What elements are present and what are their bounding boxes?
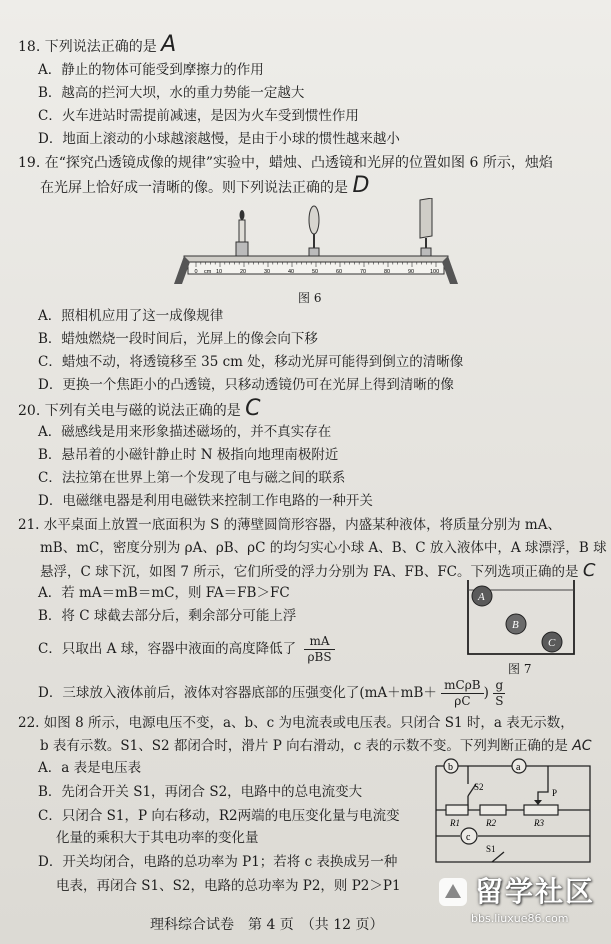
screen-holder xyxy=(421,248,431,256)
q19-option-a: A．照相机应用了这一成像规律 xyxy=(38,308,224,324)
q20-option-a: A．磁感线是用来形象描述磁场的，并不真实存在 xyxy=(38,424,332,440)
meter-a-label: a xyxy=(516,762,521,773)
ruler-label: 0 xyxy=(194,269,198,275)
ball-a-label: A xyxy=(478,591,485,603)
q22-stem-line2 xyxy=(40,735,592,757)
q21-option-d-denominator2: S xyxy=(495,694,504,708)
resistor-r1 xyxy=(446,805,468,815)
q21-text-line1: 水平桌面上放置一底面积为 S 的薄壁圆筒形容器，内盛某种液体，将质量分别为 mA、 xyxy=(43,517,561,533)
figure-6-optical-bench xyxy=(170,198,460,290)
q21-option-c-numerator: mA xyxy=(304,634,334,650)
q21-option-c xyxy=(38,634,335,665)
q21-option-a: A．若 mA＝mB＝mC，则 FA＝FB＞FC xyxy=(38,585,290,601)
q21-option-d-tail: ) xyxy=(483,685,489,701)
resistor-r3-label: R3 xyxy=(534,818,544,828)
ruler-label: 30 xyxy=(264,269,271,275)
site-watermark xyxy=(435,870,605,936)
q19-stem-line2 xyxy=(40,175,369,199)
q19-option-c: C．蜡烛不动，将透镜移至 35 cm 处，移动光屏可能得到倒立的清晰像 xyxy=(38,354,464,370)
candle xyxy=(239,220,245,242)
figure-7-caption: 图 7 xyxy=(508,662,532,676)
q21-stem xyxy=(18,514,561,536)
resistor-r3 xyxy=(524,805,558,815)
q22-stem xyxy=(18,712,574,734)
candle-flame xyxy=(240,210,245,220)
q18-stem xyxy=(18,34,176,58)
resistor-r2 xyxy=(480,805,506,815)
resistor-r2-label: R2 xyxy=(486,818,496,828)
q22-text-line1: 如图 8 所示，电源电压不变，a、b、c 为电流表或电压表。只闭合 S1 时，a 表无示数， xyxy=(43,715,574,731)
q20-handwritten-answer: C xyxy=(245,396,261,421)
figure-8-circuit xyxy=(428,756,598,874)
candle-holder xyxy=(236,242,248,256)
q20-text: 下列有关电与磁的说法正确的是 xyxy=(44,403,241,419)
q18-option-c: C．火车进站时需提前减速，是因为火车受到惯性作用 xyxy=(38,108,359,124)
q18-option-b: B．越高的拦河大坝，水的重力势能一定越大 xyxy=(38,85,305,101)
q19-option-b: B．蜡烛燃烧一段时间后，光屏上的像会向下移 xyxy=(38,331,318,347)
bench-top xyxy=(184,256,448,262)
q19-text-line2: 在光屏上恰好成一清晰的像。则下列说法正确的是 xyxy=(40,180,348,196)
q21-handwritten-answer: C xyxy=(582,560,596,581)
figure-7-container xyxy=(462,578,582,660)
q22-option-c-cont: 化量的乘积大于其电功率的变化量 xyxy=(56,830,259,846)
light-screen xyxy=(420,198,432,238)
q18-option-a: A．静止的物体可能受到摩擦力的作用 xyxy=(38,62,264,78)
q21-option-c-denominator: ρBS xyxy=(307,650,332,664)
q21-option-d-text: D．三球放入液体前后，液体对容器底部的压强变化了(mA＋mB＋ xyxy=(38,685,437,701)
switch-s1-label: S1 xyxy=(486,844,496,854)
ball-c-label: C xyxy=(548,637,556,649)
watermark-logo-icon xyxy=(435,874,471,910)
q21-number: 21. xyxy=(18,517,40,533)
q20-stem xyxy=(18,398,261,422)
q22-option-d: D．开关均闭合，电路的总功率为 P1；若将 c 表换成另一种 xyxy=(38,854,398,870)
resistor-r1-label: R1 xyxy=(450,818,460,828)
q19-option-d: D．更换一个焦距小的凸透镜，只移动透镜仍可在光屏上得到清晰的像 xyxy=(38,377,454,393)
q19-text-line1: 在“探究凸透镜成像的规律”实验中，蜡烛、凸透镜和光屏的位置如图 6 所示，烛焰 xyxy=(44,155,553,171)
slider-p-label: P xyxy=(552,788,558,798)
q22-option-a: A．a 表是电压表 xyxy=(38,760,142,776)
q22-option-c: C．只闭合 S1，P 向右移动，R2两端的电压变化量与电流变 xyxy=(38,808,400,824)
ruler-label: 90 xyxy=(408,269,415,275)
ruler-label: 80 xyxy=(384,269,391,275)
q19-number: 19. xyxy=(18,155,41,171)
ruler-label: 70 xyxy=(360,269,367,275)
switch-s2-label: S2 xyxy=(474,782,484,792)
meter-b-label: b xyxy=(448,762,453,773)
q22-number: 22. xyxy=(18,715,40,731)
q22-handwritten-answer: AC xyxy=(572,738,592,754)
q20-option-d: D．电磁继电器是利用电磁铁来控制工作电路的一种开关 xyxy=(38,493,373,509)
ruler-label: 20 xyxy=(240,269,247,275)
q22-option-b: B．先闭合开关 S1，再闭合 S2，电路中的总电流变大 xyxy=(38,784,363,800)
q21-option-d xyxy=(38,678,505,709)
ruler-label: 40 xyxy=(288,269,295,275)
watermark-url: bbs.liuxue86.com xyxy=(471,912,569,925)
slider-p-arrow xyxy=(534,800,542,805)
lens-holder xyxy=(309,248,319,256)
q19-handwritten-answer: D xyxy=(352,173,370,198)
q21-option-d-numerator: mCρB xyxy=(441,678,483,694)
q21-option-c-fraction xyxy=(304,634,334,665)
ruler-label: 100 xyxy=(430,269,440,275)
q18-text: 下列说法正确的是 xyxy=(44,39,157,55)
q21-option-d-fraction xyxy=(441,678,483,709)
meter-c-label: c xyxy=(466,832,471,843)
q21-option-d-numerator2: g xyxy=(493,678,505,694)
q20-number: 20. xyxy=(18,403,41,419)
q21-option-c-text: C．只取出 A 球，容器中液面的高度降低了 xyxy=(38,641,297,657)
ruler-label: cm xyxy=(204,269,212,275)
ruler-label: 10 xyxy=(216,269,223,275)
q22-text-line2: b 表有示数。S1、S2 都闭合时，滑片 P 向右滑动，c 表的示数不变。下列判断正确的是 xyxy=(40,738,568,754)
q18-number: 18. xyxy=(18,39,41,55)
q18-option-d: D．地面上滚动的小球越滚越慢，是由于小球的惯性越来越小 xyxy=(38,131,400,147)
q21-option-b: B．将 C 球截去部分后，剩余部分可能上浮 xyxy=(38,608,297,624)
page-footer: 理科综合试卷 第 4 页 （共 12 页） xyxy=(150,917,384,933)
q22-option-d-cont: 电表，再闭合 S1、S2，电路的总功率为 P2，则 P2＞P1 xyxy=(56,878,401,894)
ruler-label: 60 xyxy=(336,269,343,275)
q20-option-c: C．法拉第在世界上第一个发现了电与磁之间的联系 xyxy=(38,470,346,486)
q19-stem xyxy=(18,152,553,174)
watermark-title: 留学社区 xyxy=(475,875,596,908)
ball-b-label: B xyxy=(512,619,519,631)
q21-option-d-denominator: ρC xyxy=(454,694,471,708)
ruler-label: 50 xyxy=(312,269,319,275)
slider-branch xyxy=(538,766,548,800)
convex-lens xyxy=(309,206,319,234)
q18-handwritten-answer: A xyxy=(161,32,177,57)
q21-text-line3: 悬浮，C 球下沉，如图 7 所示，它们所受的浮力分别为 FA、FB、FC。下列选项正确的是 xyxy=(40,564,579,580)
q20-option-b: B．悬吊着的小磁针静止时 N 极指向地理南极附近 xyxy=(38,447,339,463)
q21-option-d-fraction2 xyxy=(493,678,505,709)
figure-6-caption: 图 6 xyxy=(298,291,322,305)
q21-stem-line2: mB、mC，密度分别为 ρA、ρB、ρC 的均匀实心小球 A、B、C 放入液体中，A 球漂浮，B 球 xyxy=(40,540,607,556)
